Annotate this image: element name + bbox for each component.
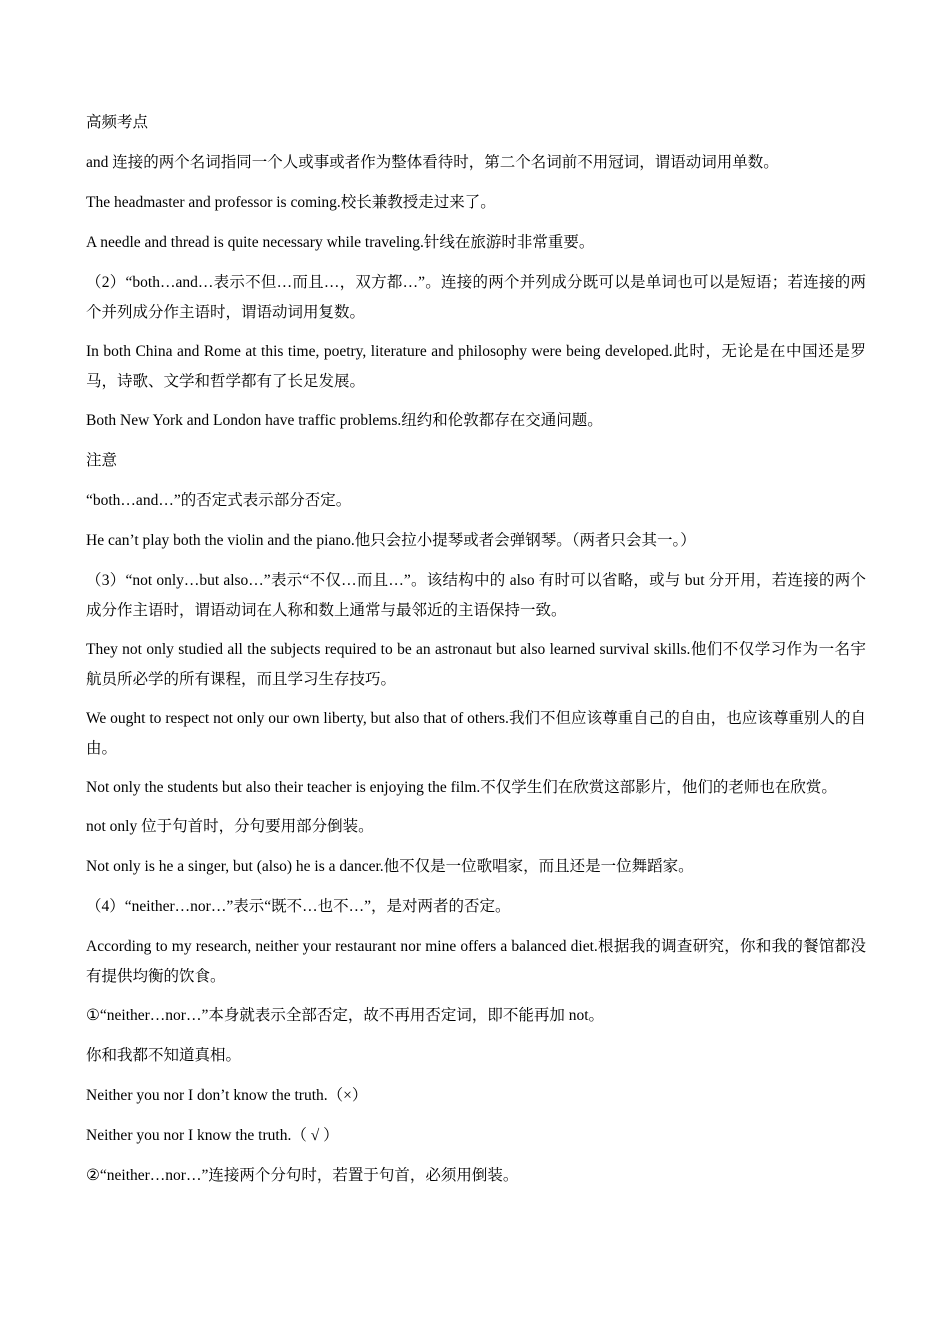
section-both-and: （2）“both…and…表示不但…而且…，双方都…”。连接的两个并列成分既可以是单词也可以是短语；若连接的两个并列成分作主语时，谓语动词用复数。 — [86, 274, 866, 321]
example-sentence: We ought to respect not only our own liberty, but also that of others.我们不但应该尊重自己的自由，也应该尊重别人的自由。 — [86, 710, 866, 757]
note-heading: 注意 — [86, 452, 118, 469]
example-sentence: According to my research, neither your restaurant nor mine offers a balanced diet.根据我的调查研究，你和我的餐馆都没有提供均衡的饮食。 — [86, 938, 866, 985]
example-sentence: A needle and thread is quite necessary while traveling.针线在旅游时非常重要。 — [86, 234, 595, 251]
paragraph: “both…and…”的否定式表示部分否定。 — [86, 492, 352, 509]
section-neither-nor: （4）“neither…nor…”表示“既不…也不…”，是对两者的否定。 — [86, 898, 511, 915]
example-sentence: They not only studied all the subjects required to be an astronaut but also learned survival skills.他们不仅学习作为一名宇航员所必学的所有课程，而且学习生存技巧。 — [86, 641, 866, 688]
document-body — [86, 108, 866, 1201]
heading-key-points: 高频考点 — [86, 114, 149, 131]
example-sentence: He can’t play both the violin and the piano.他只会拉小提琴或者会弹钢琴。（两者只会其一。） — [86, 532, 696, 549]
example-sentence: In both China and Rome at this time, poetry, literature and philosophy were being developed.此时，无论是在中国还是罗马，诗歌、文学和哲学都有了长足发展。 — [86, 343, 866, 390]
example-sentence: The headmaster and professor is coming.校长兼教授走过来了。 — [86, 194, 496, 211]
paragraph: 你和我都不知道真相。 — [86, 1047, 242, 1064]
correct-example: Neither you nor I know the truth.（ √ ） — [86, 1127, 339, 1144]
paragraph: and 连接的两个名词指同一个人或事或者作为整体看待时，第二个名词前不用冠词，谓语动词用单数。 — [86, 154, 779, 171]
example-sentence: Not only the students but also their teacher is enjoying the film.不仅学生们在欣赏这部影片，他们的老师也在欣赏。 — [86, 779, 837, 796]
example-sentence: Not only is he a singer, but (also) he is a dancer.他不仅是一位歌唱家，而且还是一位舞蹈家。 — [86, 858, 694, 875]
paragraph: not only 位于句首时，分句要用部分倒装。 — [86, 818, 374, 835]
rule-two: ②“neither…nor…”连接两个分句时，若置于句首，必须用倒装。 — [86, 1167, 519, 1184]
section-not-only-but-also: （3）“not only…but also…”表示“不仅…而且…”。该结构中的 also 有时可以省略，或与 but 分开用，若连接的两个成分作主语时，谓语动词在人称和数上通常与最邻近的主语保持一致。 — [86, 572, 866, 619]
rule-one: ①“neither…nor…”本身就表示全部否定，故不再用否定词，即不能再加 not。 — [86, 1007, 605, 1024]
example-sentence: Both New York and London have traffic problems.纽约和伦敦都存在交通问题。 — [86, 412, 603, 429]
wrong-example: Neither you nor I don’t know the truth.（×） — [86, 1087, 368, 1104]
